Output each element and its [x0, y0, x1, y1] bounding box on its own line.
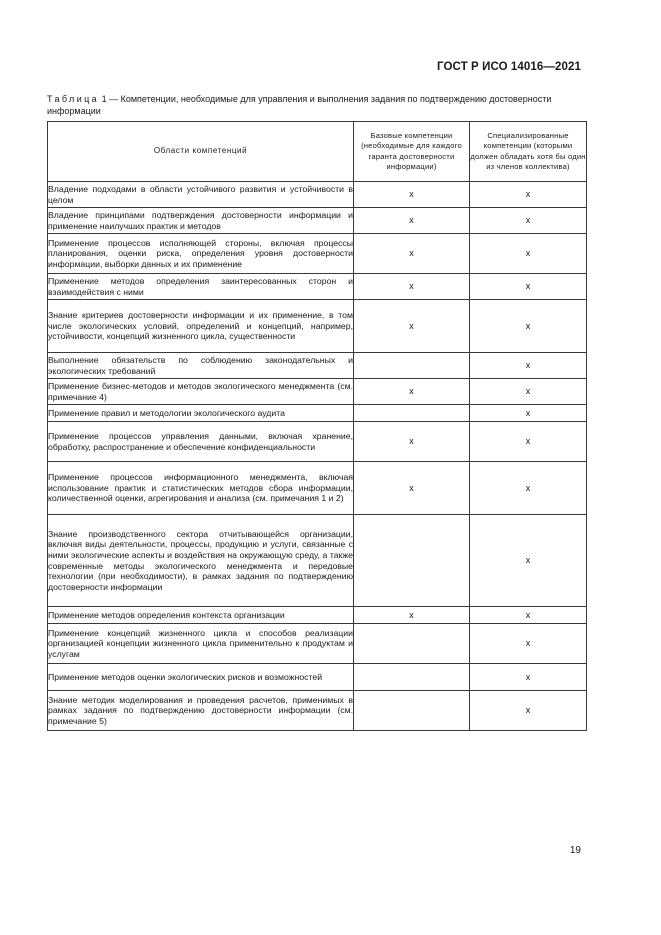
basic-mark-cell: x — [354, 234, 470, 274]
basic-mark-cell: x — [354, 274, 470, 300]
table-row — [48, 182, 587, 208]
table-row — [48, 462, 587, 515]
competence-area-cell: Применение правил и методологии экологического аудита — [48, 405, 354, 422]
table-row — [48, 405, 587, 422]
basic-mark-cell: x — [354, 379, 470, 405]
caption-text: — Компетенции, необходимые для управления и выполнения задания по подтверждению достоверности информации — [47, 94, 552, 116]
table-row — [48, 379, 587, 405]
basic-mark-cell: x — [354, 208, 470, 234]
competence-area-cell: Применение процессов информационного менеджмента, включая использование практик и статистических методов сбора информации, количественной оценки, агрегирования и анализа (см. примечания 1 и 2) — [48, 462, 354, 515]
caption-label: Таблица — [47, 94, 100, 104]
basic-mark-cell — [354, 664, 470, 691]
basic-mark-cell — [354, 353, 470, 379]
competence-area-cell: Знание методик моделирования и проведения расчетов, применимых в рамках задания по подтверждению достоверности информации (см. примечание 5) — [48, 691, 354, 731]
column-header-special: Специализированные компетенции (которыми должен обладать хотя бы один из членов коллектива) — [470, 122, 587, 182]
column-header-areas: Области компетенций — [48, 122, 354, 182]
basic-mark-cell: x — [354, 607, 470, 624]
caption-number: 1 — [101, 94, 107, 104]
basic-mark-cell: x — [354, 182, 470, 208]
table-row — [48, 353, 587, 379]
special-mark-cell: x — [470, 664, 587, 691]
basic-mark-cell: x — [354, 422, 470, 462]
table-row — [48, 234, 587, 274]
special-mark-cell: x — [470, 691, 587, 731]
table-body — [48, 182, 587, 731]
table-row — [48, 624, 587, 664]
table-row — [48, 607, 587, 624]
basic-mark-cell — [354, 624, 470, 664]
special-mark-cell: x — [470, 208, 587, 234]
table-row — [48, 274, 587, 300]
special-mark-cell: x — [470, 353, 587, 379]
competence-area-cell: Применение процессов исполняющей стороны, включая процессы планирования, оценки риска, определения уровня достоверности информации, выборки данных и их применение — [48, 234, 354, 274]
competence-area-cell: Владение подходами в области устойчивого развития и устойчивости в целом — [48, 182, 354, 208]
competence-area-cell: Знание производственного сектора отчитывающейся организации, включая виды деятельности, процессы, продукцию и услуги, связанные с ними экологические аспекты и воздействия на окружающую среду, а также современные методы экологического менеджмента и передовые технологии (при необходимости), в рамках задания по подтверждению достоверности информации — [48, 515, 354, 607]
table-row — [48, 664, 587, 691]
page-number: 19 — [569, 845, 581, 856]
competence-table — [47, 121, 587, 731]
special-mark-cell: x — [470, 300, 587, 353]
table-header-row — [48, 122, 587, 182]
competence-area-cell: Применение методов оценки экологических рисков и возможностей — [48, 664, 354, 691]
competence-area-cell: Применение бизнес-методов и методов экологического менеджмента (см. примечание 4) — [48, 379, 354, 405]
column-header-basic: Базовые компетенции (необходимые для каждого гаранта достоверности информации) — [354, 122, 470, 182]
table-row — [48, 208, 587, 234]
table-caption — [47, 93, 587, 117]
document-code: ГОСТ Р ИСО 14016—2021 — [436, 61, 581, 73]
table-row — [48, 300, 587, 353]
basic-mark-cell — [354, 405, 470, 422]
basic-mark-cell: x — [354, 462, 470, 515]
special-mark-cell: x — [470, 462, 587, 515]
competence-area-cell: Знание критериев достоверности информации и их применение, в том числе экологических условий, определений и концепций, например, устойчивости, концепций жизненного цикла, существенности — [48, 300, 354, 353]
special-mark-cell: x — [470, 405, 587, 422]
special-mark-cell: x — [470, 234, 587, 274]
competence-area-cell: Владение принципами подтверждения достоверности информации и применение наилучших практик и методов — [48, 208, 354, 234]
table-row — [48, 691, 587, 731]
special-mark-cell: x — [470, 182, 587, 208]
competence-area-cell: Выполнение обязательств по соблюдению законодательных и экологических требований — [48, 353, 354, 379]
competence-area-cell: Применение методов определения заинтересованных сторон и взаимодействия с ними — [48, 274, 354, 300]
competence-area-cell: Применение концепций жизненного цикла и способов реализации организацией концепции жизненного цикла применительно к продуктам и услугам — [48, 624, 354, 664]
special-mark-cell: x — [470, 515, 587, 607]
special-mark-cell: x — [470, 379, 587, 405]
competence-area-cell: Применение методов определения контекста организации — [48, 607, 354, 624]
special-mark-cell: x — [470, 607, 587, 624]
basic-mark-cell — [354, 691, 470, 731]
table-row — [48, 515, 587, 607]
special-mark-cell: x — [470, 624, 587, 664]
table-row — [48, 422, 587, 462]
special-mark-cell: x — [470, 422, 587, 462]
basic-mark-cell — [354, 515, 470, 607]
competence-area-cell: Применение процессов управления данными, включая хранение, обработку, распространение и обеспечение конфиденциальности — [48, 422, 354, 462]
special-mark-cell: x — [470, 274, 587, 300]
basic-mark-cell: x — [354, 300, 470, 353]
